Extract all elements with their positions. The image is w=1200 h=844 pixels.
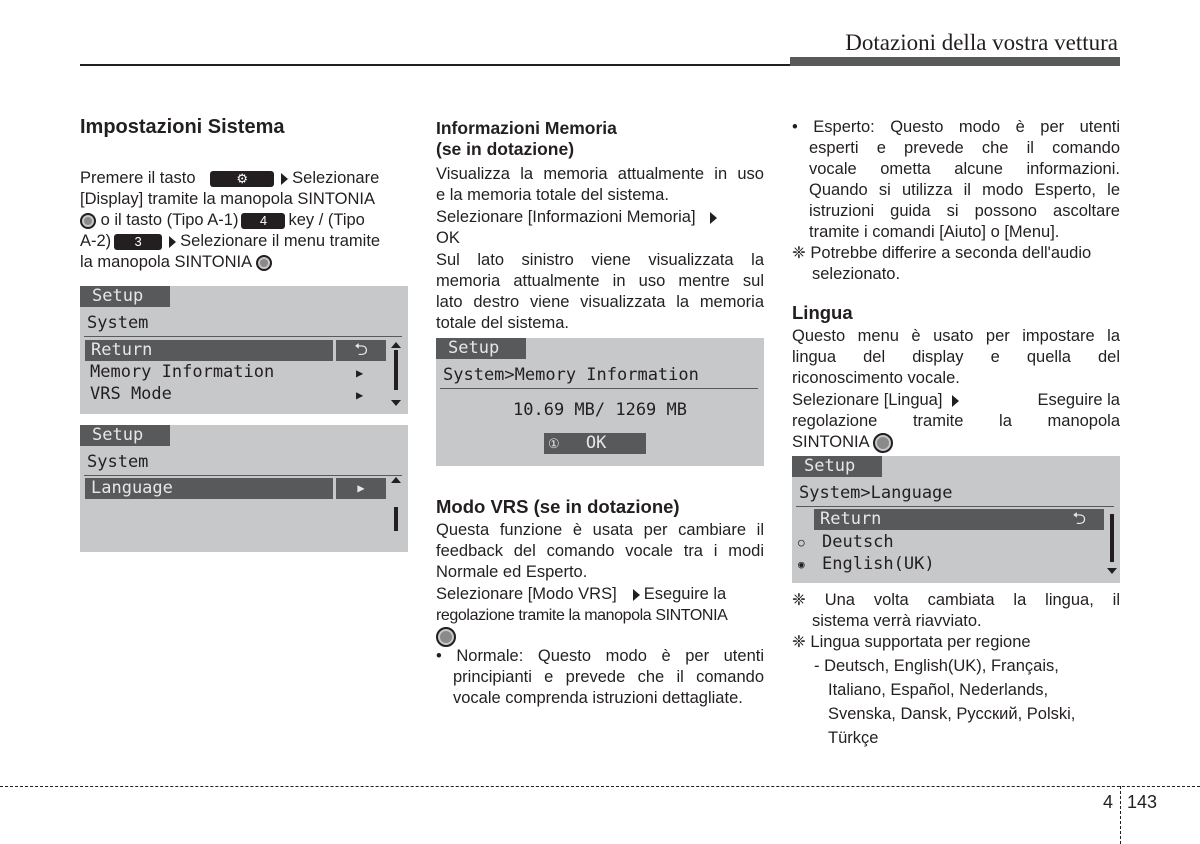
setup-screen-language	[80, 425, 408, 552]
text: Eseguire la	[1037, 391, 1120, 409]
setup-tab: Setup	[436, 338, 526, 359]
text: la manopola SINTONIA	[80, 253, 252, 271]
page-number: 143	[1127, 792, 1158, 812]
knob-icon	[80, 213, 96, 229]
text-line: • Esperto: Questo modo è per utenti	[792, 118, 1120, 136]
footer-divider	[0, 786, 1200, 787]
text-line: regolazione tramite la manopola	[792, 412, 1120, 430]
return-icon: ⮌	[336, 340, 386, 361]
text-line: vocale comprenda istruzioni dettagliate.	[453, 689, 743, 707]
text-line: e la memoria totale del sistema.	[436, 186, 669, 204]
text: Selezionare [Modo VRS]	[436, 585, 617, 603]
text-line: esperti e prevede che il comando	[809, 139, 1120, 157]
text-line: ❈ Potrebbe differire a seconda dell'audio	[792, 244, 1092, 262]
footer-vertical-divider	[1120, 786, 1121, 844]
text: Eseguire la	[643, 585, 727, 603]
text: regolazione tramite la manopola SINTONIA	[436, 607, 728, 624]
arrow-right-icon	[710, 212, 717, 224]
menu-item-return[interactable]	[814, 509, 1104, 530]
paragraph-memoria	[436, 164, 764, 334]
text-line: Quando si utilizza il modo Esperto, le	[809, 181, 1120, 199]
ok-button[interactable]	[544, 433, 646, 454]
radio-selected-icon[interactable]: ◉	[798, 558, 805, 571]
text-line: Questo menu è usato per impostare la	[792, 327, 1120, 345]
scrollbar[interactable]	[391, 342, 401, 408]
menu-item-vrs-mode[interactable]: VRS Mode	[90, 384, 172, 404]
section-heading-impostazioni: Impostazioni Sistema	[80, 116, 285, 138]
chevron-right-icon: ▶	[356, 366, 364, 380]
number-icon: ①	[548, 437, 560, 452]
text-line: Questa funzione è usata per cambiare il	[436, 521, 764, 539]
ok-label: OK	[585, 433, 607, 453]
text-line: sistema verrà riavviato.	[812, 612, 982, 630]
bullet-esperto	[792, 117, 1120, 285]
text-line: Italiano, Español, Nederlands,	[828, 681, 1049, 699]
heading-line: (se in dotazione)	[436, 139, 575, 159]
text-line: tramite i comandi [Aiuto] o [Menu].	[809, 223, 1060, 241]
text: Selezionare	[292, 169, 380, 187]
setup-tab: Setup	[80, 286, 170, 307]
return-icon: ⮌	[1072, 509, 1086, 529]
text-line: lato destro viene visualizzata la memoria	[436, 293, 764, 311]
screen-subtitle: System>Language	[799, 483, 953, 503]
section-heading-memoria	[436, 118, 617, 160]
scrollbar[interactable]	[391, 477, 401, 543]
setup-screen-language-list	[792, 456, 1120, 583]
chapter-number: 4	[1103, 792, 1114, 812]
supported-languages	[814, 654, 1120, 750]
header-rule	[80, 64, 790, 66]
chevron-right-icon: ▶	[336, 478, 386, 499]
arrow-right-icon	[169, 236, 176, 248]
text-line: principianti e prevede che il comando	[453, 668, 764, 686]
paragraph-lingua	[792, 326, 1120, 453]
menu-item-english-uk[interactable]: English(UK)	[822, 554, 935, 574]
scrollbar[interactable]	[1107, 512, 1117, 578]
heading-line: Informazioni Memoria	[436, 118, 617, 138]
chevron-right-icon: ▶	[356, 388, 364, 402]
text: A-2)	[80, 232, 112, 250]
knob-icon	[873, 433, 893, 453]
text-line: riconoscimento vocale.	[792, 369, 960, 387]
paragraph-vrs	[436, 520, 764, 647]
text: Premere il tasto	[80, 169, 196, 187]
running-header-title: Dotazioni della vostra vettura	[845, 30, 1118, 55]
screen-rule	[84, 475, 402, 476]
text-line: selezionato.	[812, 265, 901, 283]
screen-rule	[796, 506, 1114, 507]
bullet-normale	[436, 646, 764, 709]
text: o il tasto (Tipo A-1)	[100, 211, 239, 229]
text-line: • Normale: Questo modo è per utenti	[436, 647, 764, 665]
screen-rule	[84, 336, 402, 337]
text: [Display] tramite la manopola SINTONIA	[80, 190, 375, 208]
text: SINTONIA	[792, 433, 869, 451]
screen-rule	[440, 388, 758, 389]
text: Selezionare il menu tramite	[180, 232, 381, 250]
text-line: ❈ Una volta cambiata la lingua, il	[792, 591, 1120, 609]
text-line: memoria attualmente in uso mentre sul	[436, 272, 764, 290]
header-bar	[790, 57, 1120, 66]
text-line: Svenska, Dansk, Русский, Polski,	[828, 705, 1076, 723]
memory-value: 10.69 MB/ 1269 MB	[513, 400, 687, 420]
text-line: istruzioni guida si possono ascoltare	[809, 202, 1120, 220]
text: key / (Tipo	[288, 211, 365, 229]
text-line: Normale ed Esperto.	[436, 563, 588, 581]
arrow-right-icon	[952, 395, 959, 407]
text-line: Visualizza la memoria attualmente in uso	[436, 165, 764, 183]
setup-screen-memory	[436, 338, 764, 466]
menu-item-memory-information[interactable]: Memory Information	[90, 362, 275, 382]
text-line: - Deutsch, English(UK), Français,	[814, 657, 1059, 675]
menu-item-language[interactable]: Language	[85, 478, 333, 499]
setup-tab: Setup	[792, 456, 882, 477]
text-line: lingua del display e quella del	[792, 348, 1120, 366]
text-line: totale del sistema.	[436, 314, 569, 332]
paragraph-instructions	[80, 168, 408, 273]
text-line: vocale ometta alcune informazioni.	[809, 160, 1120, 178]
section-heading-vrs: Modo VRS (se in dotazione)	[436, 496, 680, 517]
text-line: ❈ Lingua supportata per regione	[792, 633, 1031, 651]
gear-key-icon: ⚙	[210, 171, 274, 187]
text-line: feedback del comando vocale tra i modi	[436, 542, 764, 560]
screen-subtitle: System	[87, 452, 149, 472]
setup-tab: Setup	[80, 425, 170, 446]
return-label: Return	[820, 509, 882, 529]
arrow-right-icon	[633, 589, 640, 601]
setup-screen-system	[80, 286, 408, 414]
screen-subtitle: System>Memory Information	[443, 365, 699, 385]
screen-subtitle: System	[87, 313, 149, 333]
radio-unselected-icon[interactable]: ○	[798, 536, 805, 549]
menu-item-return[interactable]: Return	[85, 340, 333, 361]
text-line: Sul lato sinistro viene visualizzata la	[436, 251, 764, 269]
arrow-right-icon	[281, 173, 288, 185]
key-3-icon: 3	[114, 234, 162, 250]
menu-item-deutsch[interactable]: Deutsch	[822, 532, 894, 552]
text: Selezionare [Informazioni Memoria]	[436, 208, 696, 226]
text-line: Türkçe	[828, 729, 879, 747]
section-heading-lingua: Lingua	[792, 302, 853, 323]
text: OK	[436, 229, 460, 247]
knob-icon	[256, 255, 272, 271]
text: Selezionare [Lingua]	[792, 391, 943, 409]
knob-icon	[436, 627, 456, 647]
notes-lingua	[792, 590, 1120, 653]
key-4-icon: 4	[241, 213, 285, 229]
